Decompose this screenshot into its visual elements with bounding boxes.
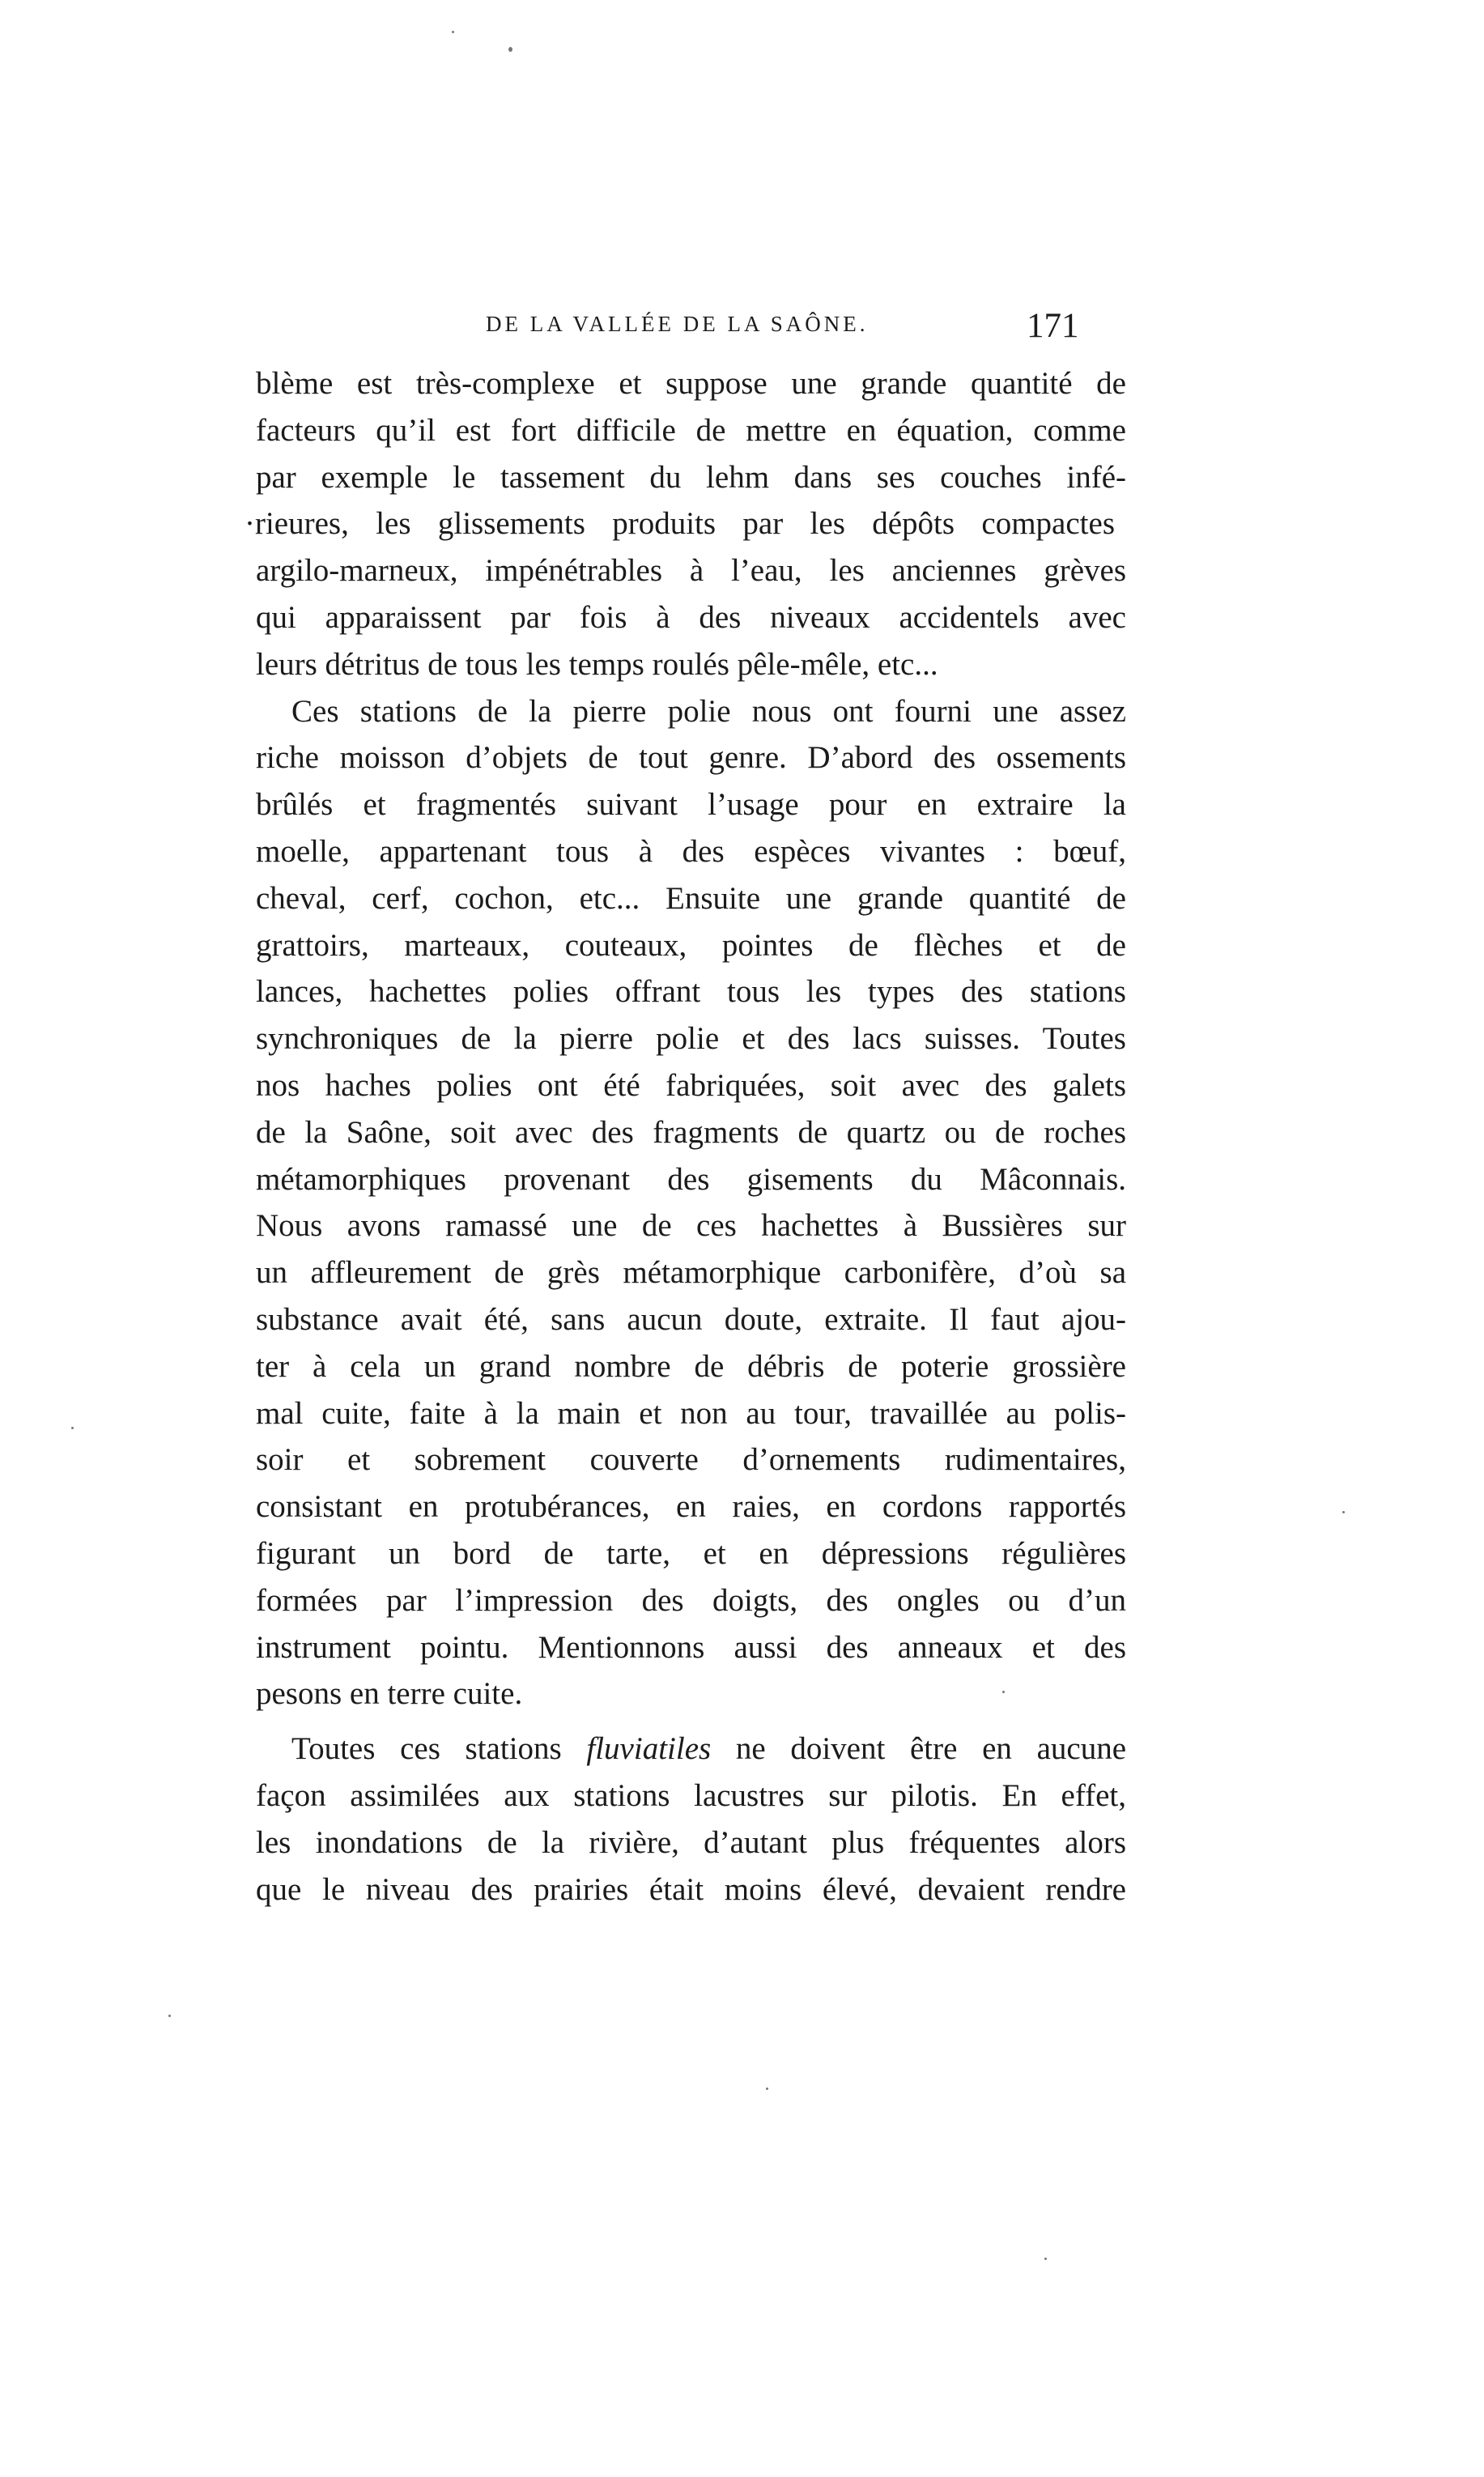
text-line: formées par l’impression des doigts, des ongles ou d’un (256, 1582, 1126, 1618)
paragraph-2 (256, 688, 1126, 1718)
scan-speck (1044, 2258, 1047, 2260)
text-line: nos haches polies ont été fabriquées, soit avec des galets (256, 1067, 1126, 1103)
text-line: mal cuite, faite à la main et non au tour, travaillée au polis- (256, 1395, 1126, 1431)
paragraph-1 (244, 360, 1126, 688)
text-line: ter à cela un grand nombre de débris de poterie grossière (256, 1348, 1126, 1384)
text-line: riche moisson d’objets de tout genre. D’abord des ossements (256, 740, 1126, 776)
text-line: facteurs qu’il est fort difficile de mettre en équation, comme (256, 412, 1126, 448)
text-line: brûlés et fragmentés suivant l’usage pour en extraire la (256, 787, 1126, 823)
text-line: argilo-marneux, impénétrables à l’eau, les anciennes grèves (256, 553, 1126, 589)
scan-speck (452, 31, 454, 33)
text-line (256, 1726, 1126, 1773)
text-line: par exemple le tassement du lehm dans ses couches infé- (256, 459, 1126, 495)
text-line: leurs détritus de tous les temps roulés pêle-mêle, etc... (256, 646, 938, 682)
text-span: ne doivent être en aucune (735, 1731, 1127, 1767)
scan-speck (766, 2088, 768, 2090)
text-line: ·rieures, les glissements produits par les dépôts compactes (244, 506, 1115, 542)
paragraph-3 (256, 1726, 1126, 1913)
text-line: substance avait été, sans aucun doute, extraite. Il faut ajou- (256, 1301, 1126, 1337)
page-number: 171 (1027, 307, 1079, 345)
text-line: cheval, cerf, cochon, etc... Ensuite une grande quantité de (256, 880, 1126, 916)
text-line: blème est très-complexe et suppose une grande quantité de (256, 366, 1126, 401)
text-line: synchroniques de la pierre polie et des lacs suisses. Toutes (256, 1021, 1126, 1057)
text-line: que le niveau des prairies était moins élevé, devaient rendre (256, 1871, 1126, 1907)
text-line: lances, hachettes polies offrant tous les types des stations (256, 974, 1126, 1010)
text-line: figurant un bord de tarte, et en dépressions régulières (256, 1535, 1126, 1571)
text-line: métamorphiques provenant des gisements du Mâconnais. (256, 1161, 1126, 1197)
text-line: consistant en protubérances, en raies, en cordons rapportés (256, 1489, 1126, 1525)
text-line: Ces stations de la pierre polie nous ont fourni une assez (291, 693, 1126, 729)
text-line: Nous avons ramassé une de ces hachettes à Bussières sur (256, 1208, 1126, 1244)
scan-speck (1002, 1691, 1005, 1693)
paragraph-gap (256, 1717, 1126, 1726)
text-line: les inondations de la rivière, d’autant plus fréquentes alors (256, 1824, 1126, 1860)
body-text (244, 360, 1127, 1913)
scan-speck (71, 1427, 74, 1429)
scan-speck (168, 2015, 171, 2017)
scan-speck (1342, 1511, 1345, 1513)
text-line: façon assimilées aux stations lacustres sur pilotis. En effet, (256, 1777, 1126, 1813)
text-span: Toutes ces stations (291, 1731, 562, 1767)
text-line: moelle, appartenant tous à des espèces vivantes : bœuf, (256, 833, 1126, 869)
running-head: DE LA VALLÉE DE LA SAÔNE. (486, 312, 869, 336)
text-line: grattoirs, marteaux, couteaux, pointes de flèches et de (256, 927, 1126, 963)
text-line: de la Saône, soit avec des fragments de quartz ou de roches (256, 1114, 1126, 1150)
text-line: pesons en terre cuite. (256, 1676, 523, 1712)
text-line: un affleurement de grès métamorphique carbonifère, d’où sa (256, 1255, 1126, 1291)
text-line: instrument pointu. Mentionnons aussi des anneaux et des (256, 1629, 1126, 1665)
text-line: soir et sobrement couverte d’ornements rudimentaires, (256, 1442, 1126, 1478)
scan-speck (508, 47, 512, 52)
italic-term: fluviatiles (586, 1731, 712, 1767)
text-line: qui apparaissent par fois à des niveaux accidentels avec (256, 599, 1126, 635)
